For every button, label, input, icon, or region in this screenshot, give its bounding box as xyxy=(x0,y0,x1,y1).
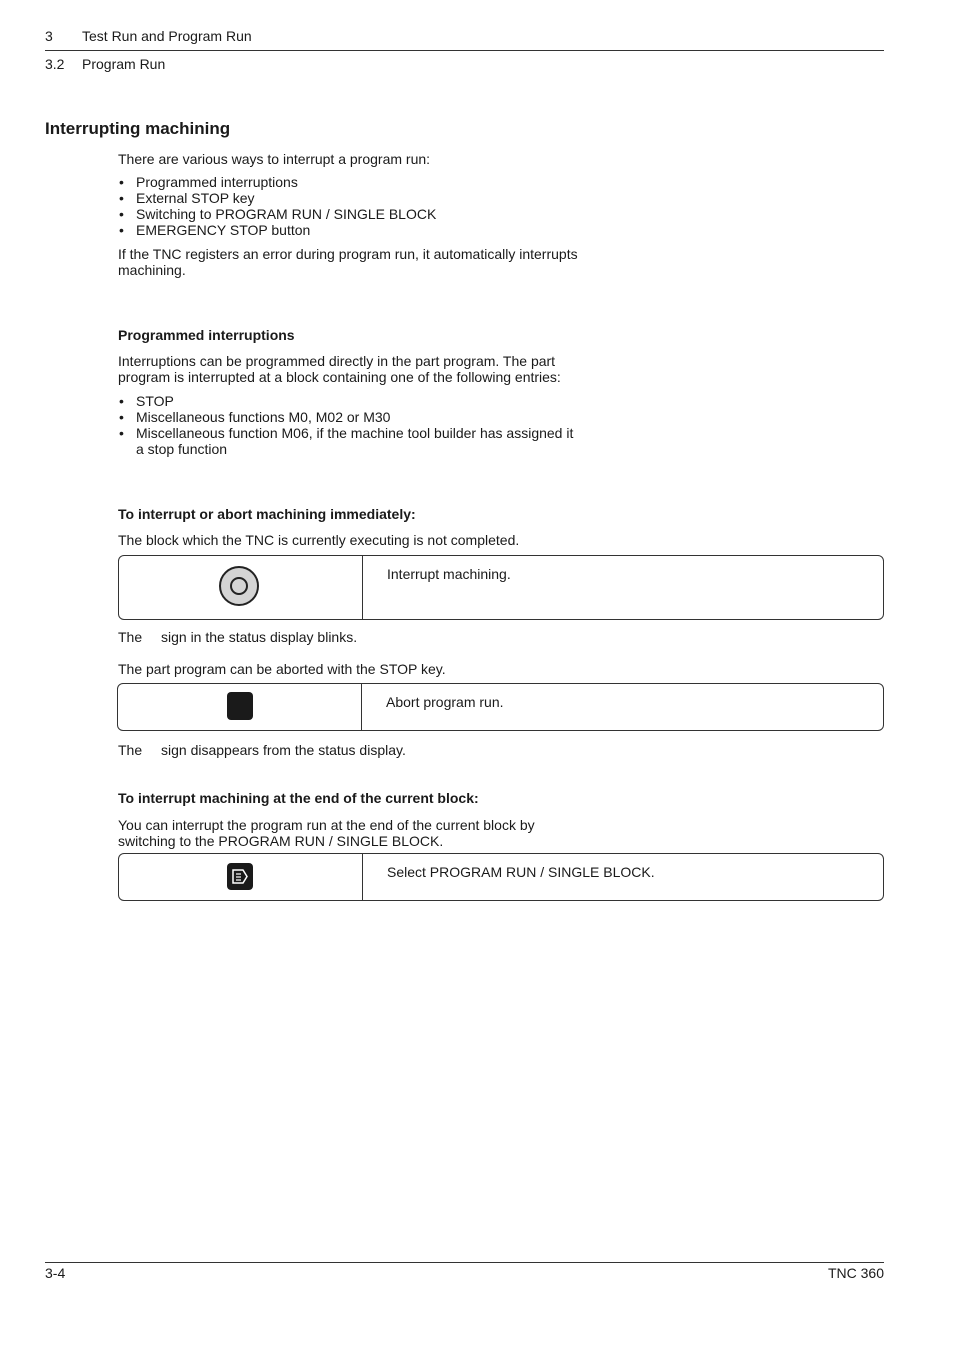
blink-prefix: The xyxy=(118,629,143,645)
error-note xyxy=(118,246,618,278)
programmed-text xyxy=(118,353,618,385)
ways-list xyxy=(118,174,618,238)
list-item: • STOP xyxy=(118,393,618,409)
key-description: Select PROGRAM RUN / SINGLE BLOCK. xyxy=(387,864,655,880)
key-cell xyxy=(119,854,363,900)
blink-suffix: sign in the status display blinks. xyxy=(161,629,358,645)
section-number: 3.2 xyxy=(45,56,65,72)
single-block-key-icon[interactable] xyxy=(227,863,253,890)
disappear-prefix: The xyxy=(118,742,143,758)
chapter-number: 3 xyxy=(45,28,53,44)
chapter-title: Test Run and Program Run xyxy=(82,28,252,44)
intro-text: There are various ways to interrupt a program run: xyxy=(118,151,431,167)
key-description: Interrupt machining. xyxy=(387,566,511,582)
end-of-block-text xyxy=(118,817,618,849)
abort-text: The part program can be aborted with the STOP key. xyxy=(118,661,446,677)
entries-list xyxy=(118,393,618,457)
key-description: Abort program run. xyxy=(386,694,504,710)
header-rule xyxy=(45,50,884,51)
page-title: Interrupting machining xyxy=(45,119,231,138)
footer-rule xyxy=(45,1262,884,1263)
section-title: Program Run xyxy=(82,56,166,72)
key-table-single-block xyxy=(118,853,884,901)
list-item: • External STOP key xyxy=(118,190,618,206)
programmed-text-line: program is interrupted at a block containing one of the following entries: xyxy=(118,369,561,385)
end-of-block-heading: To interrupt machining at the end of the current block: xyxy=(118,790,479,806)
key-cell xyxy=(118,684,362,730)
stop-key-icon[interactable] xyxy=(227,692,253,720)
key-table-interrupt xyxy=(118,555,884,620)
list-item: • Miscellaneous functions M0, M02 or M30 xyxy=(118,409,618,425)
key-table-abort xyxy=(117,683,884,731)
end-of-block-text-line: You can interrupt the program run at the end of the current block by xyxy=(118,817,535,833)
list-item-line: • Miscellaneous function M06, if the machine tool builder has assigned it xyxy=(136,425,574,441)
immediate-text: The block which the TNC is currently executing is not completed. xyxy=(118,532,520,548)
list-item: • Programmed interruptions xyxy=(118,174,618,190)
disappear-suffix: sign disappears from the status display. xyxy=(161,742,406,758)
error-note-line: If the TNC registers an error during program run, it automatically interrupts xyxy=(118,246,578,262)
error-note-line: machining. xyxy=(118,262,186,278)
circle-inner-icon xyxy=(230,577,248,595)
single-block-glyph-icon xyxy=(227,863,253,890)
list-item: • EMERGENCY STOP button xyxy=(118,222,618,238)
programmed-heading: Programmed interruptions xyxy=(118,327,295,343)
list-item: • Switching to PROGRAM RUN / SINGLE BLOCK xyxy=(118,206,618,222)
page-number: 3-4 xyxy=(45,1265,66,1281)
list-item-line: a stop function xyxy=(136,441,228,457)
list-item xyxy=(118,425,618,457)
machine-stop-circle-icon[interactable] xyxy=(219,566,259,606)
end-of-block-text-line: switching to the PROGRAM RUN / SINGLE BLOCK. xyxy=(118,833,444,849)
immediate-heading: To interrupt or abort machining immediately: xyxy=(118,506,416,522)
programmed-text-line: Interruptions can be programmed directly in the part program. The part xyxy=(118,353,556,369)
key-cell xyxy=(119,556,363,619)
product-name: TNC 360 xyxy=(827,1265,884,1281)
